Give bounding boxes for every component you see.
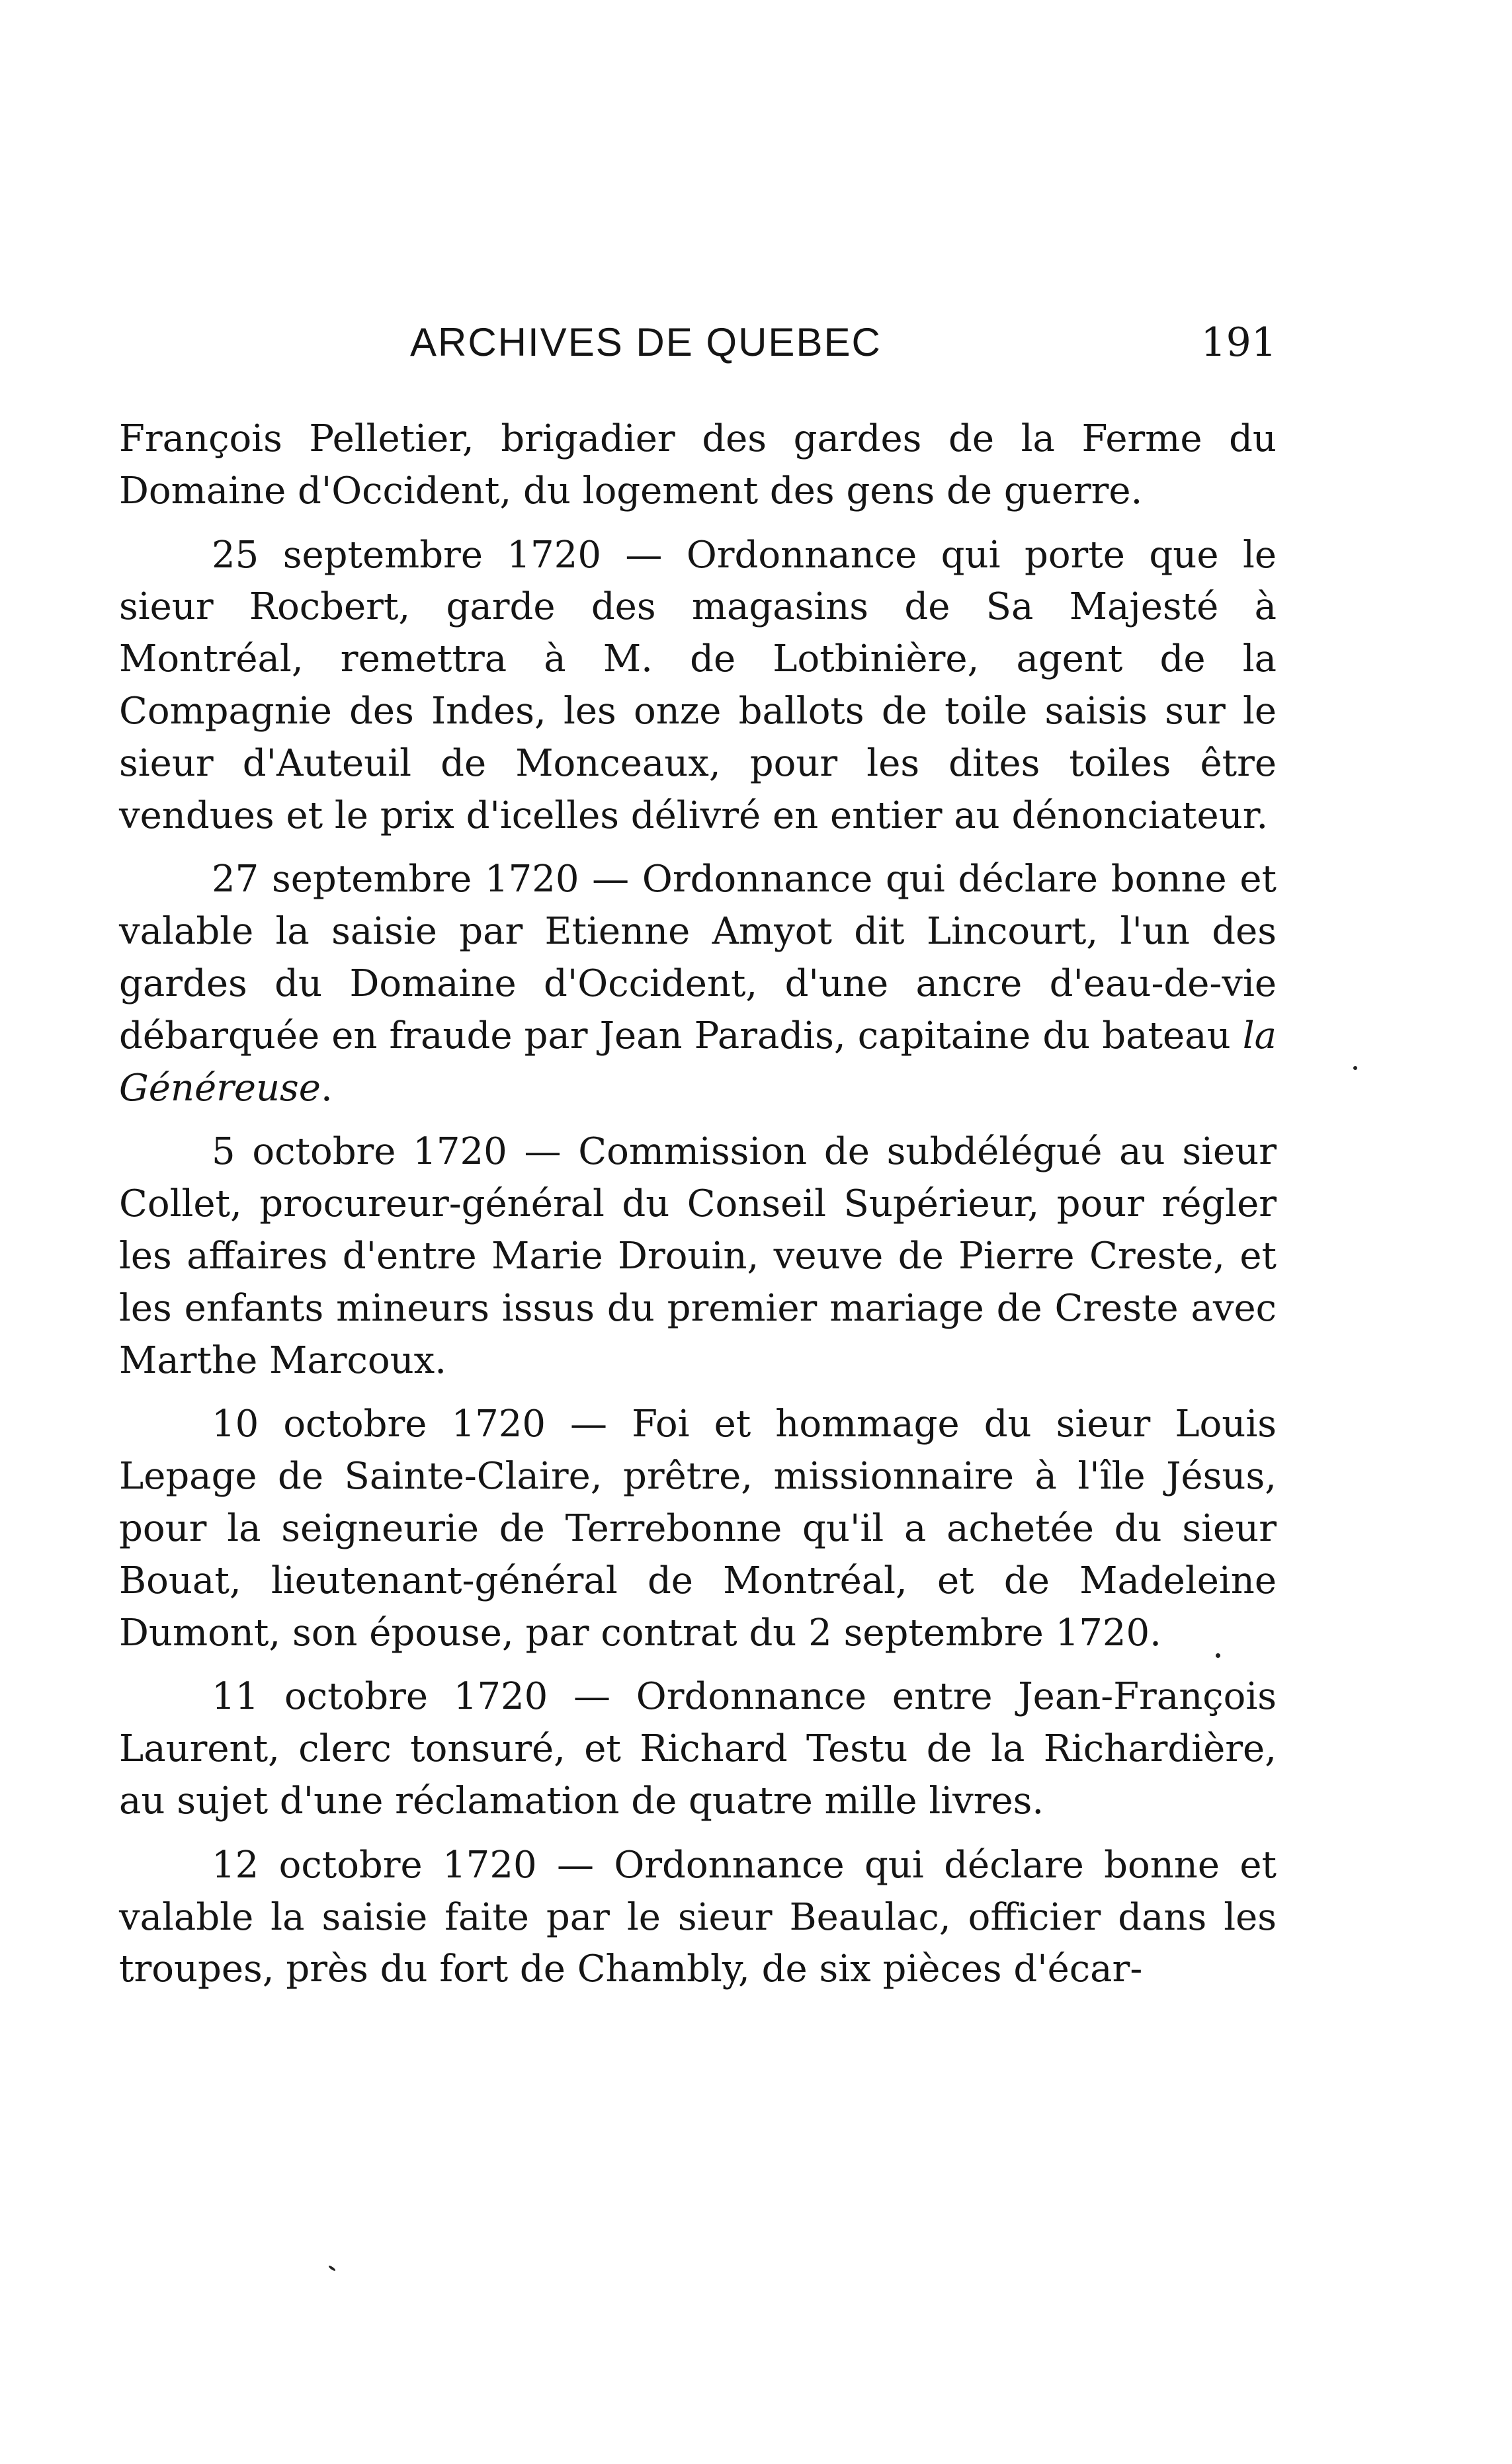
entry-text: 27 septembre 1720 — Ordonnance qui déclare bonne et valable la saisie par Etienne Amyot dit Lincourt, l'un des gardes du Domaine d'Occident, d'une ancre d'eau-de-vie débarquée en fraude par Jean Paradis, capitaine du bateau bbox=[119, 858, 1277, 1057]
entry-text-end: . bbox=[320, 1066, 333, 1110]
ship-name: la Généreuse bbox=[119, 1014, 1277, 1110]
entry-11-octobre-1720: 11 octobre 1720 — Ordonnance entre Jean-François Laurent, clerc tonsuré, et Richard Testu de la Richardière, au sujet d'une réclamation de quatre mille livres. bbox=[119, 1675, 1277, 1823]
scan-speck bbox=[1353, 1066, 1357, 1070]
paragraph-continuation: François Pelletier, brigadier des gardes de la Ferme du Domaine d'Occident, du logement des gens de guerre. bbox=[119, 417, 1277, 513]
entry-12-octobre-1720: 12 octobre 1720 — Ordonnance qui déclare bonne et valable la saisie faite par le sieur Beaulac, officier dans les troupes, près du fort de Chambly, de six pièces d'écar- bbox=[119, 1843, 1277, 1991]
scan-speck bbox=[1216, 1653, 1220, 1658]
entry-10-octobre-1720: 10 octobre 1720 — Foi et hommage du sieur Louis Lepage de Sainte-Claire, prêtre, missionnaire à l'île Jésus, pour la seigneurie de Terrebonne qu'il a achetée du sieur Bouat, lieutenant-général de Montréal, et de Madeleine Dumont, son épouse, par contrat du 2 septembre 1720. bbox=[119, 1403, 1277, 1655]
entry-27-septembre-1720 bbox=[119, 854, 1277, 1114]
scan-speck bbox=[328, 2265, 336, 2272]
page-number: 191 bbox=[1200, 319, 1277, 366]
body-text bbox=[119, 413, 1277, 2008]
entry-25-septembre-1720: 25 septembre 1720 — Ordonnance qui porte que le sieur Rocbert, garde des magasins de Sa Majesté à Montréal, remettra à M. de Lotbinière, agent de la Compagnie des Indes, les onze ballots de toile saisis sur le sieur d'Auteuil de Monceaux, pour les dites toiles être vendues et le prix d'icelles délivré en entier au dénonciateur. bbox=[119, 533, 1277, 837]
running-head bbox=[119, 316, 1277, 369]
entry-5-octobre-1720: 5 octobre 1720 — Commission de subdélégué au sieur Collet, procureur-général du Conseil Supérieur, pour régler les affaires d'entre Marie Drouin, veuve de Pierre Creste, et les enfants mineurs issus du premier mariage de Creste avec Marthe Marcoux. bbox=[119, 1130, 1277, 1382]
page-title: ARCHIVES DE QUEBEC bbox=[410, 320, 882, 364]
